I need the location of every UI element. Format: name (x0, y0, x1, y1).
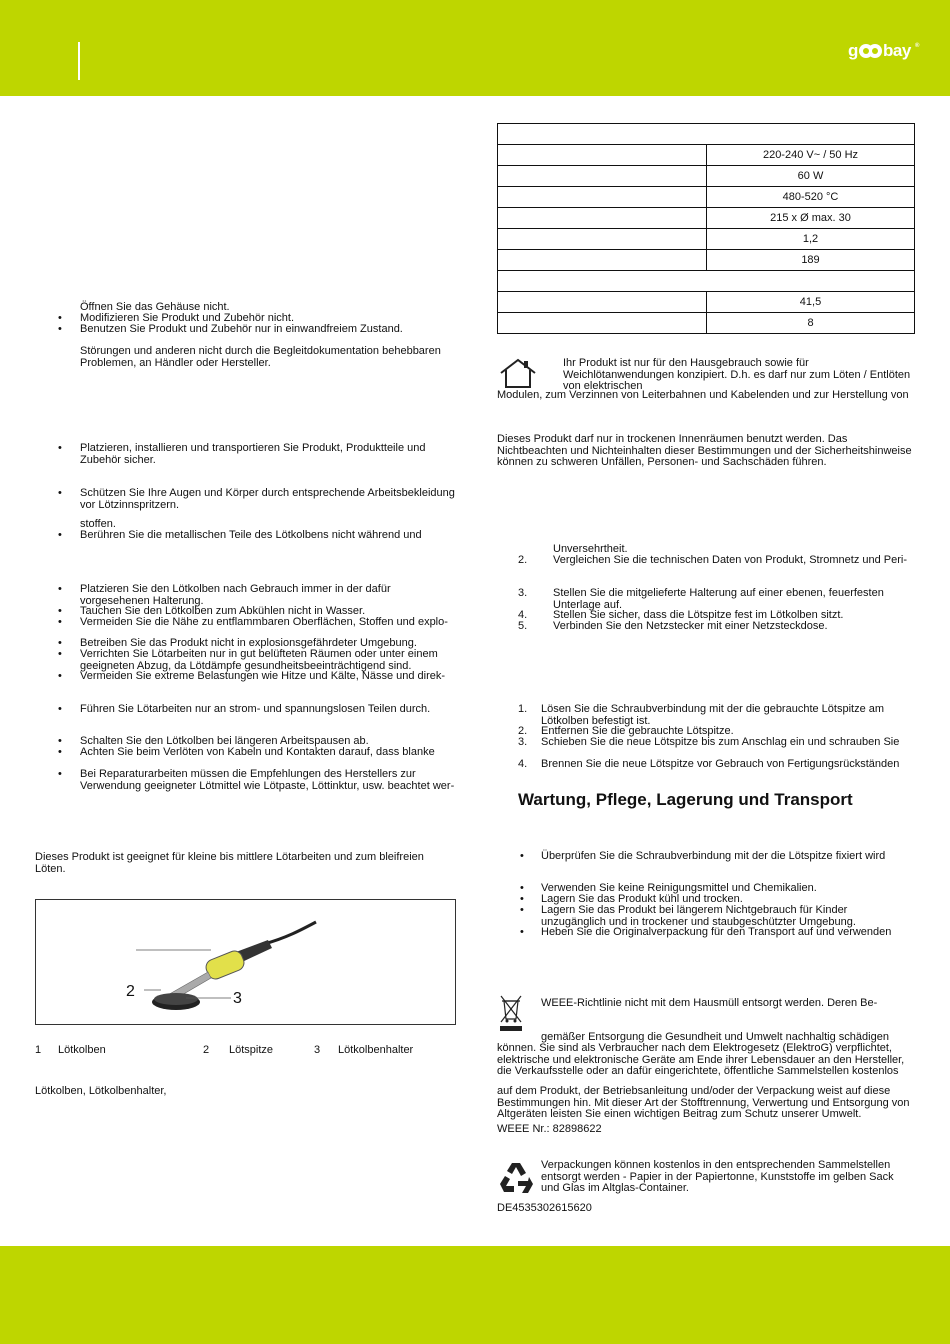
spec-value: 189 (707, 250, 915, 271)
maint-item-5: Heben Sie die Originalverpackung für den Transport auf und verwenden (541, 926, 892, 938)
safety-b4: Platzieren Sie den Lötkolben nach Gebrauch immer in der dafür vorgesehenen Halterung. (80, 583, 391, 607)
setup-step-4: Stellen Sie sicher, dass die Lötspitze fest im Lötkolben sitzt. (553, 609, 844, 621)
weee-line-1: WEEE-Richtlinie nicht mit dem Hausmüll entsorgt werden. Deren Be- (541, 997, 878, 1009)
table-row (498, 271, 915, 292)
setup-step-2: Vergleichen Sie die technischen Daten von Produkt, Stromnetz und Peri- (553, 554, 908, 566)
tip-step-2: Entfernen Sie die gebrauchte Lötspitze. (541, 725, 734, 737)
indoor-use-text: Dieses Produkt darf nur in trockenen Innenräumen benutzt werden. Das Nichtbeachten und Nichteinhalten dieser Bestimmungen und der Sicherheitshinweise können zu schweren Unfällen, Personen- und Sachschäden führen. (497, 433, 912, 468)
safety-b12: Achten Sie beim Verlöten von Kabeln und Kontakten darauf, dass blanke (80, 746, 435, 758)
safety-b9: Vermeiden Sie extreme Belastungen wie Hitze und Kälte, Nässe und direk- (80, 670, 446, 682)
bullet: • (58, 637, 62, 649)
goobay-logo (848, 38, 920, 64)
de-number: DE4535302615620 (497, 1202, 592, 1214)
spec-value: 8 (707, 313, 915, 334)
bullet: • (58, 605, 62, 617)
svg-text:g: g (848, 41, 858, 60)
maint-item-2: Verwenden Sie keine Reinigungsmittel und Chemikalien. (541, 882, 817, 894)
tip-step-4: Brennen Sie die neue Lötspitze vor Gebrauch von Fertigungsrückständen (541, 758, 900, 770)
spec-subheader-cell (498, 271, 915, 292)
header-band (0, 0, 950, 96)
warn-paragraph: Störungen und anderen nicht durch die Begleitdokumentation behebbaren Problemen, an Händler oder Hersteller. (80, 345, 441, 369)
bullet: • (520, 893, 524, 905)
setup-step1-tail: Unversehrtheit. (553, 543, 628, 555)
safety-b5: Tauchen Sie den Lötkolben zum Abkühlen nicht in Wasser. (80, 605, 366, 617)
product-figure (35, 899, 456, 1025)
safety-b6: Vermeiden Sie die Nähe zu entflammbaren Oberflächen, Stoffen und explo- (80, 616, 448, 628)
bullet: • (58, 487, 62, 499)
bullet: • (58, 703, 62, 715)
warn-item-2: Benutzen Sie Produkt und Zubehör nur in einwandfreiem Zustand. (80, 323, 403, 335)
weee-bin-icon (498, 993, 524, 1033)
tip-num-3: 3. (518, 736, 528, 748)
packaging-text: Verpackungen können kostenlos in den entsprechenden Sammelstellen entsorgt werden - Papier in der Papiertonne, Kunststoffe im gelben Sack und Glas im Altglas-Container. (541, 1159, 894, 1194)
safety-b7: Betreiben Sie das Produkt nicht in explosionsgefährdeter Umgebung. (80, 637, 417, 649)
legend-label-1: Lötkolben (58, 1044, 106, 1056)
warn-item-1: Modifizieren Sie Produkt und Zubehör nicht. (80, 312, 295, 324)
scope-of-delivery: Lötkolben, Lötkolbenhalter, (35, 1085, 167, 1097)
table-row (498, 229, 915, 250)
safety-b2-tail: stoffen. (80, 518, 116, 530)
spec-value: 1,2 (707, 229, 915, 250)
spec-key (498, 250, 707, 271)
tip-num-4: 4. (518, 758, 528, 770)
safety-b8: Verrichten Sie Lötarbeiten nur in gut belüfteten Räumen oder unter einem geeigneten Abzug, da Lötdämpfe gesundheitsbeeinträchtigend sind. (80, 648, 438, 672)
table-row (498, 250, 915, 271)
figure-label-3: 3 (233, 990, 242, 1007)
svg-text:bay: bay (883, 41, 911, 60)
legend-num-2: 2 (203, 1044, 210, 1056)
table-row (498, 208, 915, 229)
maint-item-4: Lagern Sie das Produkt bei längerem Nichtgebrauch für Kinder unzugänglich und in trockener und staubgeschützter Umgebung. (541, 904, 856, 928)
spec-key (498, 166, 707, 187)
setup-num-2: 2. (518, 554, 528, 566)
spec-key (498, 208, 707, 229)
bullet: • (58, 746, 62, 758)
header-divider (78, 42, 80, 80)
spec-key (498, 187, 707, 208)
tip-step-3: Schieben Sie die neue Lötspitze bis zum Anschlag ein und schrauben Sie (541, 736, 900, 748)
spec-value: 480-520 °C (707, 187, 915, 208)
tip-step-1: Lösen Sie die Schraubverbindung mit der die gebrauchte Lötspitze am Lötkolben befestigt ist. (541, 703, 885, 727)
spec-key (498, 292, 707, 313)
footer-band (0, 1246, 950, 1344)
safety-b2: Schützen Sie Ihre Augen und Körper durch entsprechende Arbeitsbekleidung vor Lötzinnspritzern. (80, 487, 455, 511)
bullet: • (520, 850, 524, 862)
weee-para-1: gemäßer Entsorgung die Gesundheit und Umwelt nachhaltig schädigen (541, 1031, 889, 1043)
spec-header-cell (498, 124, 915, 145)
table-row (498, 124, 915, 145)
weee-para-3: auf dem Produkt, der Betriebsanleitung und/oder der Verpackung weist auf diese Bestimmungen hin. Mit dieser Art der Stofftrennung, Verwertung und Entsorgung von Altgeräten leisten Sie einen wichtigen Beitrag zum Schutz unserer Umwelt. (497, 1085, 910, 1120)
safety-b3: Berühren Sie die metallischen Teile des Lötkolbens nicht während und (80, 529, 422, 541)
safety-b10: Führen Sie Lötarbeiten nur an strom- und spannungslosen Teilen durch. (80, 703, 431, 715)
bullet: • (58, 648, 62, 660)
soldering-iron-illustration (36, 900, 455, 1024)
bullet: • (520, 904, 524, 916)
tip-num-1: 1. (518, 703, 528, 715)
spec-table (497, 123, 915, 334)
bullet: • (58, 670, 62, 682)
bullet: • (520, 926, 524, 938)
bullet: • (58, 616, 62, 628)
legend-label-3: Lötkolbenhalter (338, 1044, 414, 1056)
weee-para-2: können. Sie sind als Verbraucher nach dem Elektrogesetz (ElektroG) verpflichtet, elektrische und elektronische Geräte am Ende ihrer Lebensdauer an den Hersteller, die Verkaufsstelle oder an dafür eingerichtete, öffentliche Sammelstellen kostenlos (497, 1042, 905, 1077)
spec-value: 220-240 V~ / 50 Hz (707, 145, 915, 166)
intended-use-text: Ihr Produkt ist nur für den Hausgebrauch sowie für Weichlötanwendungen konzipiert. D.h. es darf nur zum Löten / Entlöten von elektrischen (563, 357, 911, 392)
figure-label-2: 2 (126, 983, 135, 1000)
setup-num-5: 5. (518, 620, 528, 632)
house-icon (498, 357, 538, 389)
recycling-icon (496, 1160, 536, 1198)
bullet: • (58, 323, 62, 335)
bullet: • (58, 583, 62, 595)
maintenance-heading: Wartung, Pflege, Lagerung und Transport (518, 790, 853, 809)
bullet: • (58, 442, 62, 454)
table-row (498, 313, 915, 334)
table-row (498, 145, 915, 166)
setup-num-4: 4. (518, 609, 528, 621)
legend-num-1: 1 (35, 1044, 42, 1056)
bullet: • (58, 768, 62, 780)
setup-step-5: Verbinden Sie den Netzstecker mit einer Netzsteckdose. (553, 620, 828, 632)
spec-value: 215 x Ø max. 30 (707, 208, 915, 229)
legend-label-2: Lötspitze (229, 1044, 274, 1056)
setup-step-3: Stellen Sie die mitgelieferte Halterung auf einer ebenen, feuerfesten Unterlage auf. (553, 587, 884, 611)
spec-value: 41,5 (707, 292, 915, 313)
safety-b13: Bei Reparaturarbeiten müssen die Empfehlungen des Herstellers zur Verwendung geeigneter Lötmittel wie Lötpaste, Löttinktur, usw. beachtet wer- (80, 768, 455, 792)
bullet: • (58, 735, 62, 747)
weee-number: WEEE Nr.: 82898622 (497, 1123, 602, 1135)
bullet: • (520, 882, 524, 894)
goobay-logo-mark (848, 38, 922, 64)
intended-use-continued: Modulen, zum Verzinnen von Leiterbahnen und Kabelenden und zur Herstellung von (497, 389, 909, 401)
setup-num-3: 3. (518, 587, 528, 599)
spec-key (498, 229, 707, 250)
maint-item-1: Überprüfen Sie die Schraubverbindung mit der die Lötspitze fixiert wird (541, 850, 886, 862)
spec-key (498, 313, 707, 334)
product-description: Dieses Produkt ist geeignet für kleine bis mittlere Lötarbeiten und zum bleifreien Löten. (35, 851, 424, 875)
warn-item-0: Öffnen Sie das Gehäuse nicht. (80, 301, 230, 313)
spec-key (498, 145, 707, 166)
safety-b11: Schalten Sie den Lötkolben bei längeren Arbeitspausen ab. (80, 735, 369, 747)
table-row (498, 166, 915, 187)
bullet: • (58, 312, 62, 324)
svg-text:®: ® (915, 43, 919, 49)
maint-item-3: Lagern Sie das Produkt kühl und trocken. (541, 893, 743, 905)
safety-b1: Platzieren, installieren und transportieren Sie Produkt, Produktteile und Zubehör sicher. (80, 442, 426, 466)
spec-value: 60 W (707, 166, 915, 187)
table-row (498, 292, 915, 313)
tip-num-2: 2. (518, 725, 528, 737)
legend-num-3: 3 (314, 1044, 321, 1056)
bullet: • (58, 529, 62, 541)
table-row (498, 187, 915, 208)
